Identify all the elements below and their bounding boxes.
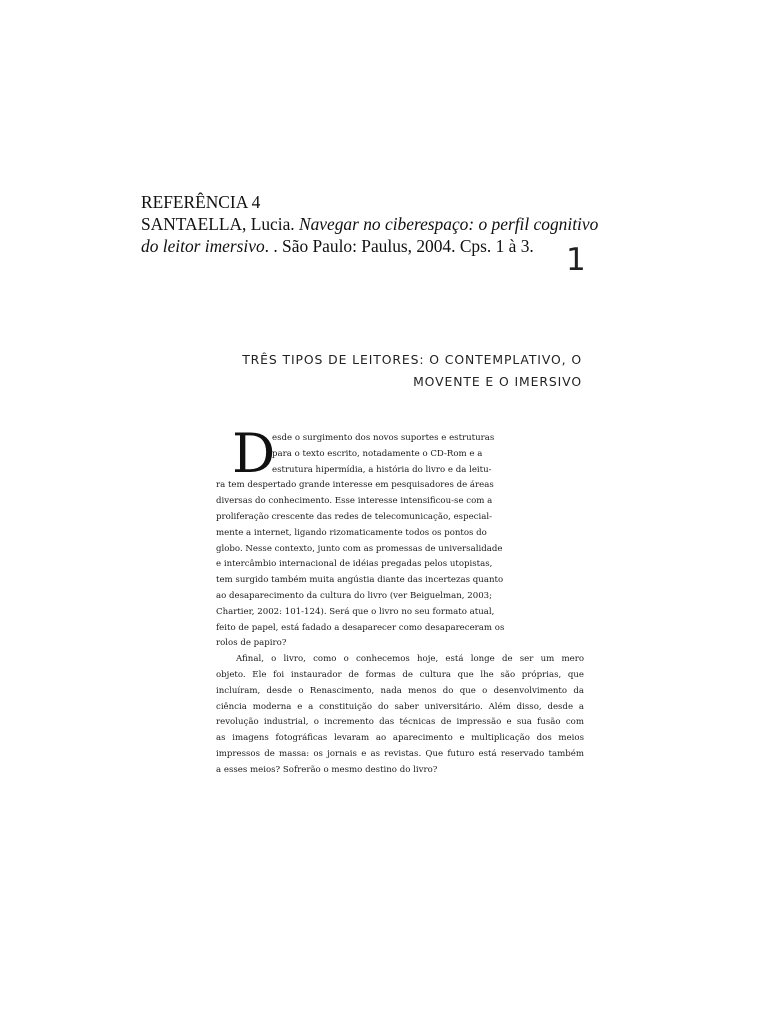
paragraph-line: incluíram, desde o Renascimento, nada menos do que o desenvolvimento da [216,685,584,696]
body-text [216,431,584,779]
reference-author: SANTAELLA, Lucia. [141,214,295,234]
paragraph-line: objeto. Ele foi instaurador de formas de cultura que lhe são próprias, que [216,669,584,680]
paragraph-line: impressos de massa: os jornais e as revistas. Que futuro está reservado também [216,748,584,759]
paragraph-line: estrutura hipermídia, a história do livro e da leitu- [272,464,492,475]
paragraph-line: proliferação crescente das redes de telecomunicação, especial- [216,511,493,522]
paragraph-1 [216,431,584,652]
paragraph-line: ciência moderna e a constituição do saber universitário. Além disso, desde a [216,701,584,712]
chapter-title-line-1: TRÊS TIPOS DE LEITORES: O CONTEMPLATIVO, O [242,352,582,367]
paragraph-line: rolos de papiro? [216,638,287,649]
paragraph-line: para o texto escrito, notadamente o CD-Rom e a [272,448,483,459]
chapter-title-line-2: MOVENTE E O IMERSIVO [413,374,582,389]
paragraph-line: e intercâmbio internacional de idéias pregadas pelos utopistas, [216,559,493,570]
paragraph-line: ao desaparecimento da cultura do livro (ver Beiguelman, 2003; [216,590,493,601]
chapter-title [222,349,582,393]
paragraph-line: mente a internet, ligando rizomaticamente todos os pontos do [216,527,487,538]
paragraph-line: Afinal, o livro, como o conhecemos hoje, está longe de ser um mero [236,654,584,665]
paragraph-line: a esses meios? Sofrerão o mesmo destino do livro? [216,764,438,775]
drop-cap: D [232,422,276,485]
paragraph-line: ra tem despertado grande interesse em pesquisadores de áreas [216,480,494,491]
paragraph-line: esde o surgimento dos novos suportes e estruturas [272,433,495,443]
page-number: 1 [566,242,586,278]
paragraph-line: feito de papel, está fadado a desaparecer como desapareceram os [216,622,505,633]
reference-publisher: . . São Paulo: Paulus, 2004. Cps. 1 à 3. [264,236,534,256]
reference-title-part2: do leitor imersivo [141,236,265,256]
paragraph-line: Chartier, 2002: 101-124). Será que o livro no seu formato atual, [216,606,495,617]
paragraph-line: as imagens fotográficas levaram ao aparecimento e multiplicação dos meios [216,733,584,744]
paragraph-2 [216,652,584,778]
reference-title-part1: Navegar no ciberespaço: o perfil cognitivo [299,214,599,234]
paragraph-line: diversas do conhecimento. Esse interesse intensificou-se com a [216,496,493,507]
reference-heading: REFERÊNCIA 4 [141,192,261,212]
paragraph-line: revolução industrial, o incremento das técnicas de impressão e sua fusão com [216,717,584,728]
reference-line-2 [141,213,641,235]
paragraph-line: globo. Nesse contexto, junto com as promessas de universalidade [216,543,503,554]
paragraph-line: tem surgido também muita angústia diante das incertezas quanto [216,575,504,586]
